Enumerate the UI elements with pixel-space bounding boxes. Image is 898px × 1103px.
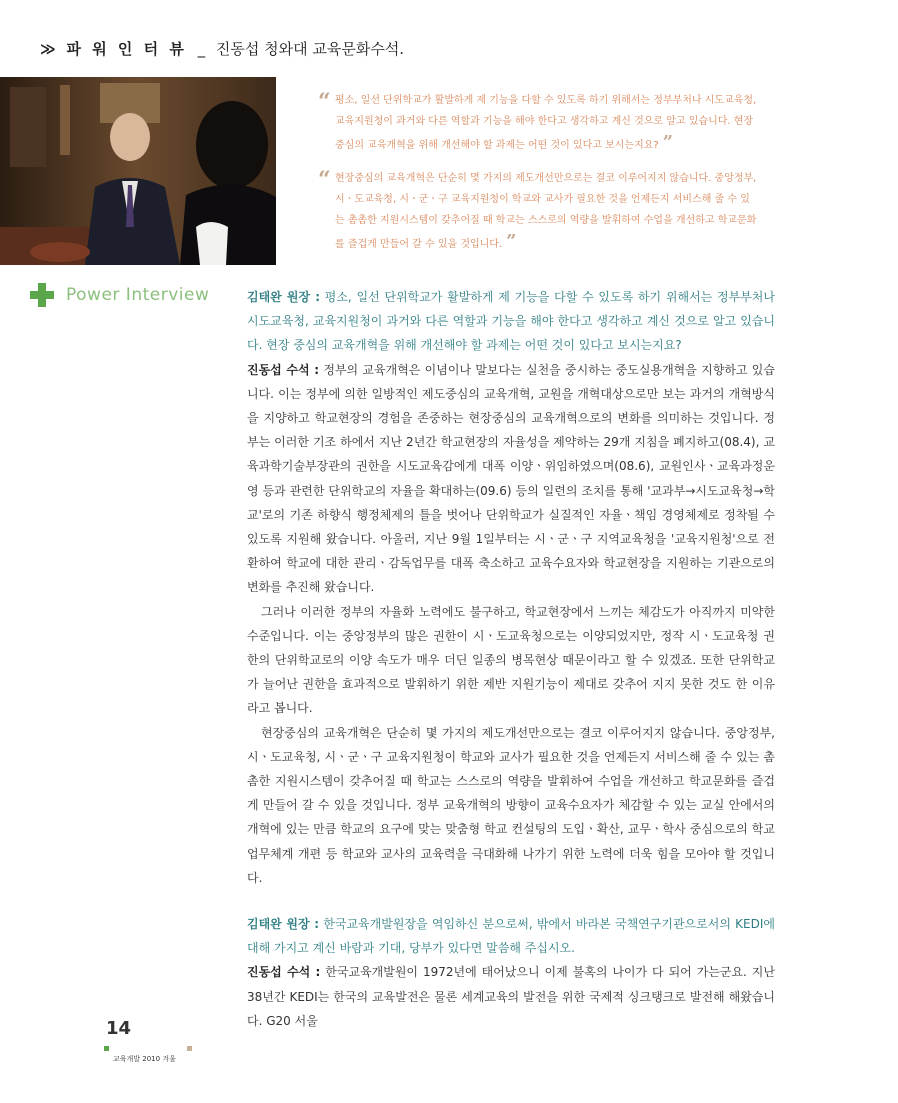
close-quote-icon: ” <box>662 132 674 153</box>
answer-text: 정부의 교육개혁은 이념이나 말보다는 실천을 중시하는 중도실용개혁을 지향하고 있습니다. 이는 정부에 의한 일방적인 제도중심의 교육개혁, 교원을 개혁대상으로만 보는 과거의 개혁방식을 지양하고 학교현장의 경험을 존중하는 현장중심의 교육개혁으로의 변화를 의미하는 것입니다. 정부는 이러한 기조 하에서 지난 2년간 학교현장의 자율성을 제약하는 29개 지침을 폐지하고(08.4), 교육과학기술부장관의 권한을 시도교육감에게 대폭 이양ㆍ위임하였으며(08.6), 교원인사ㆍ교육과정운영 등과 관련한 단위학교의 자율을 확대하는(09.6) 등의 일련의 조치를 통해 '교과부→시도교육청→학교'로의 기존 하향식 행정체제의 틀을 벗어나 단위학교가 실질적인 자율ㆍ책임 경영체제로 정착될 수 있도록 지원해 왔습니다. 아울러, 지난 9월 1일부터는 시ㆍ군ㆍ구 지역교육청을 '교육지원청'으로 전환하여 학교에 대한 관리ㆍ감독업무를 대폭 축소하고 교육수요자와 학교현장을 지원하는 기관으로의 변화를 추진해 왔습니다. <box>247 362 775 595</box>
question-text: 평소, 일선 단위학교가 활발하게 제 기능을 다할 수 있도록 하기 위해서는 정부부처나 시도교육청, 교육지원청이 과거와 다른 역할과 기능을 해야 한다고 생각하고 계신 것으로 알고 있습니다. 현장 중심의 교육개혁을 위해 개선해야 할 과제는 어떤 것이 있다고 보시는지요? <box>247 290 775 353</box>
pull-quotes <box>318 90 758 267</box>
answer-paragraph <box>247 960 775 1033</box>
interviewee-name: 진동섭 수석 : <box>247 362 320 377</box>
answer-paragraph: 현장중심의 교육개혁은 단순히 몇 가지의 제도개선만으로는 결코 이루어지지 않습니다. 중앙정부, 시ㆍ도교육청, 시ㆍ군ㆍ구 교육지원청이 학교와 교사가 필요한 것을 언제든지 서비스해 줄 수 있는 촘촘한 지원시스템이 갖추어질 때 학교는 스스로의 역량을 발휘하여 수업을 개선하고 학교문화를 즐겁게 만들어 갈 수 있을 것입니다. 정부 교육개혁의 방향이 교육수요자가 체감할 수 있는 교실 안에서의 개혁에 있는 만큼 학교의 요구에 맞는 맞춤형 학교 컨설팅의 도입ㆍ확산, 교무ㆍ학사 중심으로의 학교업무체계 개편 등 학교와 교사의 교육력을 극대화해 나가기 위한 노력에 더욱 힘을 모아야 할 것입니다. <box>247 725 775 885</box>
pull-quote-question <box>318 90 758 156</box>
question-paragraph <box>247 285 775 358</box>
page-footer <box>104 1046 192 1066</box>
answer-paragraph <box>247 358 775 600</box>
interview-photo <box>0 77 276 265</box>
close-quote-icon: ” <box>506 231 517 252</box>
section-label-text: Power Interview <box>66 285 210 305</box>
plus-icon <box>30 283 54 307</box>
publication-name: 교육개발 2010 겨울 <box>113 1055 176 1063</box>
open-quote-icon: “ <box>318 167 331 193</box>
question-text: 한국교육개발원장을 역임하신 분으로써, 밖에서 바라본 국책연구기관으로서의 KEDI에 대해 가지고 계신 바람과 기대, 당부가 있다면 말씀해 주십시오. <box>247 917 775 956</box>
interview-article <box>247 285 775 1033</box>
interviewee-name: 진동섭 수석 : <box>247 965 321 980</box>
interview-photo-illustration <box>0 77 276 265</box>
question-paragraph <box>247 912 775 960</box>
pull-quote-answer <box>318 168 758 255</box>
interviewer-name: 김태완 원장 : <box>247 290 320 304</box>
page-header <box>40 38 404 59</box>
open-quote-icon: “ <box>318 89 331 115</box>
header-separator: _ <box>197 40 206 58</box>
pull-quote-text: 평소, 일선 단위학교가 활발하게 제 기능을 다할 수 있도록 하기 위해서는 정부부처나 시도교육청, 교육지원청이 과거와 다른 역할과 기능을 해야 한다고 생각하고 계신 것으로 알고 있습니다. 현장 중심의 교육개혁을 위해 개선해야 할 과제는 어떤 것이 있다고 보시는지요? <box>335 95 757 151</box>
interviewer-name: 김태완 원장 : <box>247 917 320 932</box>
footer-square-green <box>104 1046 109 1051</box>
pull-quote-text: 현장중심의 교육개혁은 단순히 몇 가지의 제도개선만으로는 결코 이루어지지 않습니다. 중앙정부, 시ㆍ도교육청, 시ㆍ군ㆍ구 교육지원청이 학교와 교사가 필요한 것을 언제든지 서비스해 줄 수 있는 촘촘한 지원시스템이 갖추어질 때 학교는 스스로의 역량을 발휘하여 수업을 개선하고 학교문화를 즐겁게 만들어 갈 수 있을 것입니다. <box>335 173 757 250</box>
answer-text: 한국교육개발원이 1972년에 태어났으니 이제 불혹의 나이가 다 되어 가는군요. 지난 38년간 KEDI는 한국의 교육발전은 물론 세계교육의 발전을 위한 국제적 싱크탱크로 발전해 해왔습니다. G20 서울 <box>247 965 775 1028</box>
section-label <box>30 283 209 307</box>
header-subtitle: 진동섭 청와대 교육문화수석. <box>215 40 405 58</box>
double-chevron-icon: ≫ <box>40 40 56 58</box>
answer-paragraph: 그러나 이러한 정부의 자율화 노력에도 불구하고, 학교현장에서 느끼는 체감도가 아직까지 미약한 수준입니다. 이는 중앙정부의 많은 권한이 시ㆍ도교육청으로는 이양되었지만, 정작 시ㆍ도교육청 권한의 단위학교로의 이양 속도가 매우 더딘 일종의 병목현상 때문이라고 할 수 있겠죠. 또한 단위학교가 늘어난 권한을 효과적으로 발휘하기 위한 제반 지원기능이 제대로 갖추어 지지 못한 것도 한 이유라고 봅니다. <box>247 604 775 716</box>
series-title: 파 워 인 터 뷰 <box>66 40 187 58</box>
page-number: 14 <box>106 1018 132 1039</box>
footer-square-beige <box>187 1046 192 1051</box>
